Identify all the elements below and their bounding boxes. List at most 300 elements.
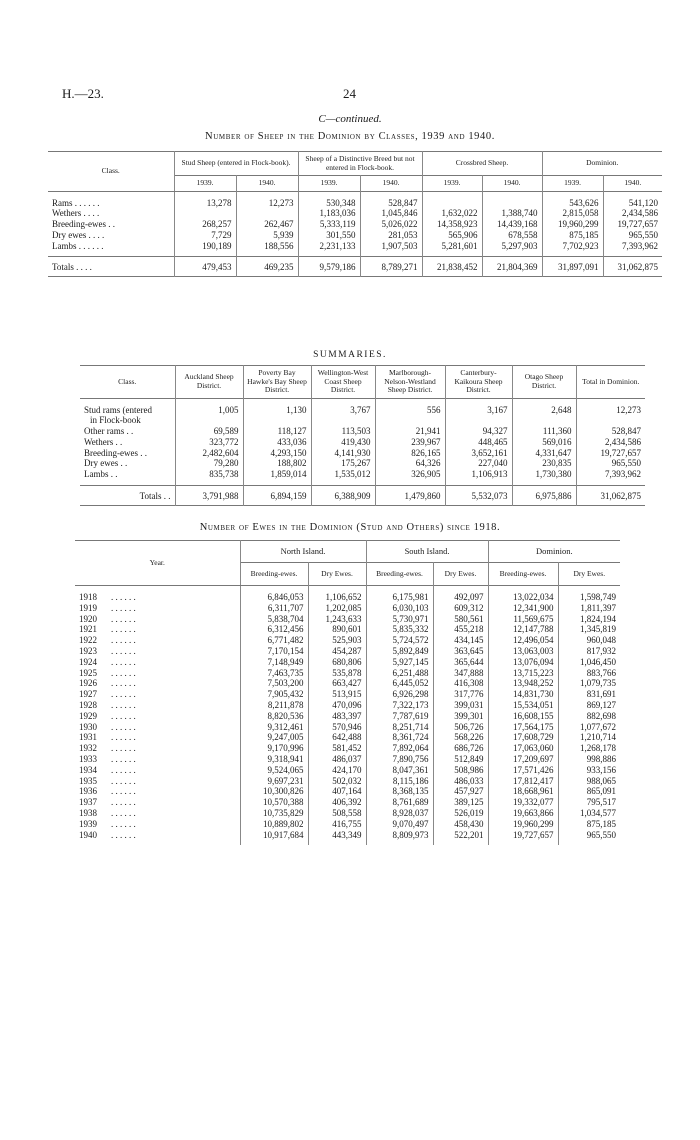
leader-dots: . . . . . . [111, 818, 136, 829]
value-cell: 19,727,657 [488, 830, 558, 846]
table-row [75, 754, 620, 765]
value-cell: 416,755 [308, 819, 366, 830]
row-label: Breeding-ewes . . [52, 219, 115, 230]
value-cell: 17,571,426 [488, 765, 558, 776]
table-row [75, 830, 620, 846]
value-cell: 470,096 [308, 700, 366, 711]
year-cell [75, 678, 240, 689]
value-cell: 10,889,802 [240, 819, 308, 830]
value-cell: 5,724,572 [366, 635, 433, 646]
value-cell: 7,787,619 [366, 711, 433, 722]
value-cell: 556 [375, 398, 445, 415]
table-row [75, 808, 620, 819]
sheep-by-classes-table [48, 151, 662, 277]
value-cell: 960,048 [558, 635, 620, 646]
total-cell: 31,062,875 [576, 486, 645, 506]
value-cell: 13,715,223 [488, 668, 558, 679]
value-cell: 5,297,903 [482, 241, 542, 257]
value-cell: 317,776 [433, 689, 488, 700]
value-cell: 406,392 [308, 797, 366, 808]
value-cell: 6,030,103 [366, 603, 433, 614]
value-cell: 15,534,051 [488, 700, 558, 711]
value-cell: 568,226 [433, 732, 488, 743]
continued-label: C—continued. [318, 113, 382, 125]
value-cell: 1,598,749 [558, 586, 620, 603]
value-cell: 6,175,981 [366, 586, 433, 603]
value-cell: 17,209,697 [488, 754, 558, 765]
value-cell: 111,360 [512, 426, 576, 437]
value-cell: 7,503,200 [240, 678, 308, 689]
value-cell: 8,928,037 [366, 808, 433, 819]
value-cell: 19,663,866 [488, 808, 558, 819]
value-cell: 528,847 [360, 191, 422, 208]
value-cell: 6,445,052 [366, 678, 433, 689]
value-cell: 5,892,849 [366, 646, 433, 657]
value-cell: 998,886 [558, 754, 620, 765]
t1-year-header: 1939. [422, 176, 482, 192]
total-cell: 5,532,073 [445, 486, 512, 506]
value-cell: 13,278 [174, 191, 236, 208]
leader-dots: . . . . . . [111, 710, 136, 721]
value-cell: 1,045,846 [360, 208, 422, 219]
row-label: in Flock-book [90, 415, 141, 426]
value-cell [243, 415, 311, 426]
t1-group-header: Stud Sheep (entered in Flock-book). [174, 152, 298, 176]
t3-year-header: Year. [75, 541, 240, 586]
t2-district-header: Otago Sheep District. [512, 366, 576, 399]
value-cell: 21,941 [375, 426, 445, 437]
year-cell [75, 754, 240, 765]
value-cell: 826,165 [375, 448, 445, 459]
value-cell: 5,730,971 [366, 614, 433, 625]
year-cell [75, 711, 240, 722]
value-cell: 512,849 [433, 754, 488, 765]
leader-dots: . . . . . . [111, 592, 136, 602]
value-cell: 3,767 [311, 398, 375, 415]
value-cell: 1,907,503 [360, 241, 422, 257]
t1-year-header: 1940. [236, 176, 298, 192]
value-cell: 965,550 [558, 830, 620, 846]
value-cell: 190,189 [174, 241, 236, 257]
value-cell: 7,393,962 [576, 469, 645, 485]
table-row [75, 700, 620, 711]
value-cell: 239,967 [375, 437, 445, 448]
table-row [75, 689, 620, 700]
value-cell: 2,434,586 [576, 437, 645, 448]
value-cell: 9,524,065 [240, 765, 308, 776]
year-cell [75, 700, 240, 711]
value-cell: 1,859,014 [243, 469, 311, 485]
value-cell: 17,608,729 [488, 732, 558, 743]
table-row [80, 426, 645, 437]
value-cell: 281,053 [360, 230, 422, 241]
value-cell [445, 415, 512, 426]
value-cell: 1,730,380 [512, 469, 576, 485]
value-cell: 508,986 [433, 765, 488, 776]
value-cell: 17,812,417 [488, 776, 558, 787]
t1-year-header: 1940. [360, 176, 422, 192]
totals-row [48, 257, 662, 277]
t1-group-header: Sheep of a Distinctive Breed but not entered in Flock-book. [298, 152, 422, 176]
year-value: 1937 [79, 797, 97, 808]
value-cell: 4,293,150 [243, 448, 311, 459]
total-cell: 6,975,886 [512, 486, 576, 506]
year-value: 1935 [79, 775, 97, 786]
value-cell: 7,702,923 [542, 241, 603, 257]
value-cell: 835,738 [175, 469, 243, 485]
value-cell: 19,960,299 [542, 219, 603, 230]
value-cell: 1,535,012 [311, 469, 375, 485]
t1-group-header: Dominion. [542, 152, 662, 176]
row-label: Wethers . . [84, 436, 123, 447]
year-cell [75, 786, 240, 797]
table-row [80, 469, 645, 485]
value-cell: 8,115,186 [366, 776, 433, 787]
t3-sub-header: Dry Ewes. [433, 562, 488, 586]
value-cell: 6,251,488 [366, 668, 433, 679]
value-cell: 483,397 [308, 711, 366, 722]
value-cell: 7,892,064 [366, 743, 433, 754]
value-cell: 1,183,036 [298, 208, 360, 219]
value-cell: 457,927 [433, 786, 488, 797]
value-cell: 1,345,819 [558, 624, 620, 635]
value-cell: 14,439,168 [482, 219, 542, 230]
year-value: 1924 [79, 656, 97, 667]
table-row [80, 398, 645, 415]
value-cell: 831,691 [558, 689, 620, 700]
value-cell: 94,327 [445, 426, 512, 437]
value-cell: 188,556 [236, 241, 298, 257]
value-cell: 7,890,756 [366, 754, 433, 765]
value-cell: 486,037 [308, 754, 366, 765]
table-row [80, 458, 645, 469]
row-label: Wethers . . . . [52, 208, 100, 219]
leader-dots: . . . . . . [111, 635, 136, 646]
value-cell: 6,846,053 [240, 586, 308, 603]
t1-year-header: 1940. [482, 176, 542, 192]
leader-dots: . . . . . . [111, 829, 136, 840]
value-cell: 16,608,155 [488, 711, 558, 722]
total-cell: 8,789,271 [360, 257, 422, 277]
value-cell: 541,120 [603, 191, 662, 208]
value-cell: 399,031 [433, 700, 488, 711]
value-cell: 1,046,450 [558, 657, 620, 668]
value-cell: 443,349 [308, 830, 366, 846]
value-cell: 525,903 [308, 635, 366, 646]
year-cell [75, 830, 240, 846]
t3-sub-header: Breeding-ewes. [366, 562, 433, 586]
value-cell: 326,905 [375, 469, 445, 485]
row-label: Lambs . . [84, 469, 118, 480]
value-cell: 795,517 [558, 797, 620, 808]
table-row [75, 786, 620, 797]
value-cell: 64,326 [375, 458, 445, 469]
t2-district-header: Total in Dominion. [576, 366, 645, 399]
value-cell: 17,063,060 [488, 743, 558, 754]
table-row [75, 765, 620, 776]
value-cell: 12,341,900 [488, 603, 558, 614]
table-row [75, 635, 620, 646]
leader-dots: . . . . . . [111, 807, 136, 818]
value-cell: 492,097 [433, 586, 488, 603]
value-cell: 686,726 [433, 743, 488, 754]
leader-dots: . . . . . . [111, 678, 136, 689]
value-cell: 365,644 [433, 657, 488, 668]
value-cell: 965,550 [603, 230, 662, 241]
value-cell: 7,170,154 [240, 646, 308, 657]
t1-year-header: 1939. [174, 176, 236, 192]
total-cell: 479,453 [174, 257, 236, 277]
table-row [48, 230, 662, 241]
value-cell: 8,809,973 [366, 830, 433, 846]
value-cell: 1,268,178 [558, 743, 620, 754]
value-cell: 18,668,961 [488, 786, 558, 797]
table-row [80, 437, 645, 448]
value-cell: 79,280 [175, 458, 243, 469]
value-cell: 113,503 [311, 426, 375, 437]
table-row [48, 191, 662, 208]
value-cell: 530,348 [298, 191, 360, 208]
value-cell: 5,835,332 [366, 624, 433, 635]
t3-sub-header: Dry Ewes. [308, 562, 366, 586]
leader-dots: . . . . . . [111, 656, 136, 667]
value-cell: 817,932 [558, 646, 620, 657]
value-cell: 9,247,005 [240, 732, 308, 743]
leader-dots: . . . . . . [111, 721, 136, 732]
value-cell: 7,463,735 [240, 668, 308, 679]
table-row [75, 722, 620, 733]
total-cell: 469,235 [236, 257, 298, 277]
value-cell: 678,558 [482, 230, 542, 241]
year-value: 1926 [79, 678, 97, 689]
value-cell: 8,361,724 [366, 732, 433, 743]
value-cell: 8,251,714 [366, 722, 433, 733]
value-cell [175, 415, 243, 426]
value-cell: 399,301 [433, 711, 488, 722]
table3-title: Number of Ewes in the Dominion (Stud and Others) since 1918. [199, 522, 501, 533]
value-cell: 6,771,482 [240, 635, 308, 646]
value-cell: 1,388,740 [482, 208, 542, 219]
value-cell: 2,815,058 [542, 208, 603, 219]
value-cell: 301,550 [298, 230, 360, 241]
value-cell: 508,558 [308, 808, 366, 819]
value-cell: 2,648 [512, 398, 576, 415]
table-row [75, 657, 620, 668]
t2-district-header: Auckland Sheep District. [175, 366, 243, 399]
year-value: 1934 [79, 764, 97, 775]
t2-district-header: Wellington-West Coast Sheep District. [311, 366, 375, 399]
table-row [75, 624, 620, 635]
t3-sub-header: Dry Ewes. [558, 562, 620, 586]
leader-dots: . . . . . . [111, 699, 136, 710]
value-cell [512, 415, 576, 426]
leader-dots: . . . . . . [111, 624, 136, 635]
value-cell: 4,331,647 [512, 448, 576, 459]
t2-district-header: Marlborough-Nelson-Westland Sheep District. [375, 366, 445, 399]
value-cell: 9,312,461 [240, 722, 308, 733]
year-cell [75, 819, 240, 830]
table-row [75, 614, 620, 625]
value-cell: 6,311,707 [240, 603, 308, 614]
value-cell: 6,312,456 [240, 624, 308, 635]
value-cell: 2,231,133 [298, 241, 360, 257]
value-cell: 609,312 [433, 603, 488, 614]
value-cell [422, 191, 482, 208]
summaries-title: SUMMARIES. [313, 350, 387, 360]
row-label: Other rams . . [84, 426, 134, 437]
value-cell: 11,569,675 [488, 614, 558, 625]
total-cell: 6,388,909 [311, 486, 375, 506]
ewes-since-1918-table [75, 540, 620, 845]
value-cell: 8,820,536 [240, 711, 308, 722]
value-cell: 580,561 [433, 614, 488, 625]
value-cell: 389,125 [433, 797, 488, 808]
value-cell: 1,079,735 [558, 678, 620, 689]
value-cell: 347,888 [433, 668, 488, 679]
value-cell: 522,201 [433, 830, 488, 846]
value-cell: 565,906 [422, 230, 482, 241]
leader-dots: . . . . . . [111, 689, 136, 700]
value-cell: 13,948,252 [488, 678, 558, 689]
year-value: 1931 [79, 732, 97, 743]
value-cell: 230,835 [512, 458, 576, 469]
value-cell: 965,550 [576, 458, 645, 469]
value-cell: 1,811,397 [558, 603, 620, 614]
value-cell: 890,601 [308, 624, 366, 635]
row-label: Dry ewes . . . . [52, 229, 105, 240]
value-cell: 7,393,962 [603, 241, 662, 257]
year-cell [75, 657, 240, 668]
t3-sub-header: Breeding-ewes. [488, 562, 558, 586]
value-cell [482, 191, 542, 208]
value-cell: 882,698 [558, 711, 620, 722]
year-cell [75, 668, 240, 679]
year-value: 1929 [79, 710, 97, 721]
leader-dots: . . . . . . [111, 797, 136, 808]
row-label: Totals . . [139, 491, 171, 502]
value-cell: 19,727,657 [576, 448, 645, 459]
summaries-table [80, 365, 645, 506]
value-cell: 8,047,361 [366, 765, 433, 776]
value-cell: 14,358,923 [422, 219, 482, 230]
year-value: 1918 [79, 592, 97, 602]
value-cell: 227,040 [445, 458, 512, 469]
value-cell: 3,652,161 [445, 448, 512, 459]
value-cell: 448,465 [445, 437, 512, 448]
value-cell: 1,202,085 [308, 603, 366, 614]
value-cell: 3,167 [445, 398, 512, 415]
value-cell: 9,697,231 [240, 776, 308, 787]
value-cell: 188,802 [243, 458, 311, 469]
value-cell: 13,063,003 [488, 646, 558, 657]
value-cell: 506,726 [433, 722, 488, 733]
year-value: 1919 [79, 602, 97, 613]
value-cell: 424,170 [308, 765, 366, 776]
value-cell: 13,076,094 [488, 657, 558, 668]
total-cell: 6,894,159 [243, 486, 311, 506]
value-cell: 7,148,949 [240, 657, 308, 668]
value-cell: 1,632,022 [422, 208, 482, 219]
year-value: 1921 [79, 624, 97, 635]
t2-class-header: Class. [118, 376, 137, 386]
value-cell: 416,308 [433, 678, 488, 689]
t2-district-header: Canterbury-Kaikoura Sheep District. [445, 366, 512, 399]
t3-sub-header: Breeding-ewes. [240, 562, 308, 586]
value-cell: 7,729 [174, 230, 236, 241]
value-cell: 1,130 [243, 398, 311, 415]
value-cell: 1,106,913 [445, 469, 512, 485]
value-cell: 1,824,194 [558, 614, 620, 625]
leader-dots: . . . . . . [111, 743, 136, 754]
year-value: 1938 [79, 807, 97, 818]
table-row [48, 208, 662, 219]
row-label: Stud rams (entered [84, 404, 152, 415]
value-cell: 434,145 [433, 635, 488, 646]
value-cell: 10,570,388 [240, 797, 308, 808]
year-value: 1939 [79, 818, 97, 829]
table-row [75, 678, 620, 689]
value-cell: 5,939 [236, 230, 298, 241]
value-cell: 118,127 [243, 426, 311, 437]
year-cell [75, 689, 240, 700]
value-cell: 1,243,633 [308, 614, 366, 625]
value-cell: 486,033 [433, 776, 488, 787]
value-cell: 455,218 [433, 624, 488, 635]
t1-year-header: 1939. [542, 176, 603, 192]
leader-dots: . . . . . . [111, 753, 136, 764]
value-cell: 642,488 [308, 732, 366, 743]
table-row [80, 415, 645, 426]
year-value: 1920 [79, 613, 97, 624]
value-cell: 5,927,145 [366, 657, 433, 668]
row-label: Lambs . . . . . . [52, 240, 104, 251]
leader-dots: . . . . . . [111, 732, 136, 743]
value-cell: 4,141,930 [311, 448, 375, 459]
page-number: 24 [343, 86, 356, 101]
leader-dots: . . . . . . [111, 613, 136, 624]
row-label: Breeding-ewes . . [84, 447, 147, 458]
value-cell: 454,287 [308, 646, 366, 657]
year-value: 1927 [79, 689, 97, 700]
table-row [80, 448, 645, 459]
total-cell: 1,479,860 [375, 486, 445, 506]
value-cell: 680,806 [308, 657, 366, 668]
value-cell: 8,761,689 [366, 797, 433, 808]
year-value: 1932 [79, 743, 97, 754]
year-cell [75, 776, 240, 787]
total-cell: 21,838,452 [422, 257, 482, 277]
value-cell: 458,430 [433, 819, 488, 830]
value-cell [375, 415, 445, 426]
table-row [75, 668, 620, 679]
value-cell: 8,211,878 [240, 700, 308, 711]
value-cell: 12,273 [236, 191, 298, 208]
t1-year-header: 1939. [298, 176, 360, 192]
leader-dots: . . . . . . [111, 764, 136, 775]
year-cell [75, 743, 240, 754]
total-cell: 31,062,875 [603, 257, 662, 277]
value-cell: 1,210,714 [558, 732, 620, 743]
table-row [75, 586, 620, 603]
leader-dots: . . . . . . [111, 645, 136, 656]
value-cell: 2,482,604 [175, 448, 243, 459]
year-cell [75, 624, 240, 635]
leader-dots: . . . . . . [111, 775, 136, 786]
table1-title: Number of Sheep in the Dominion by Classes, 1939 and 1940. [205, 131, 495, 142]
t1-class-header: Class. [48, 152, 174, 192]
value-cell: 528,847 [576, 426, 645, 437]
value-cell [174, 208, 236, 219]
